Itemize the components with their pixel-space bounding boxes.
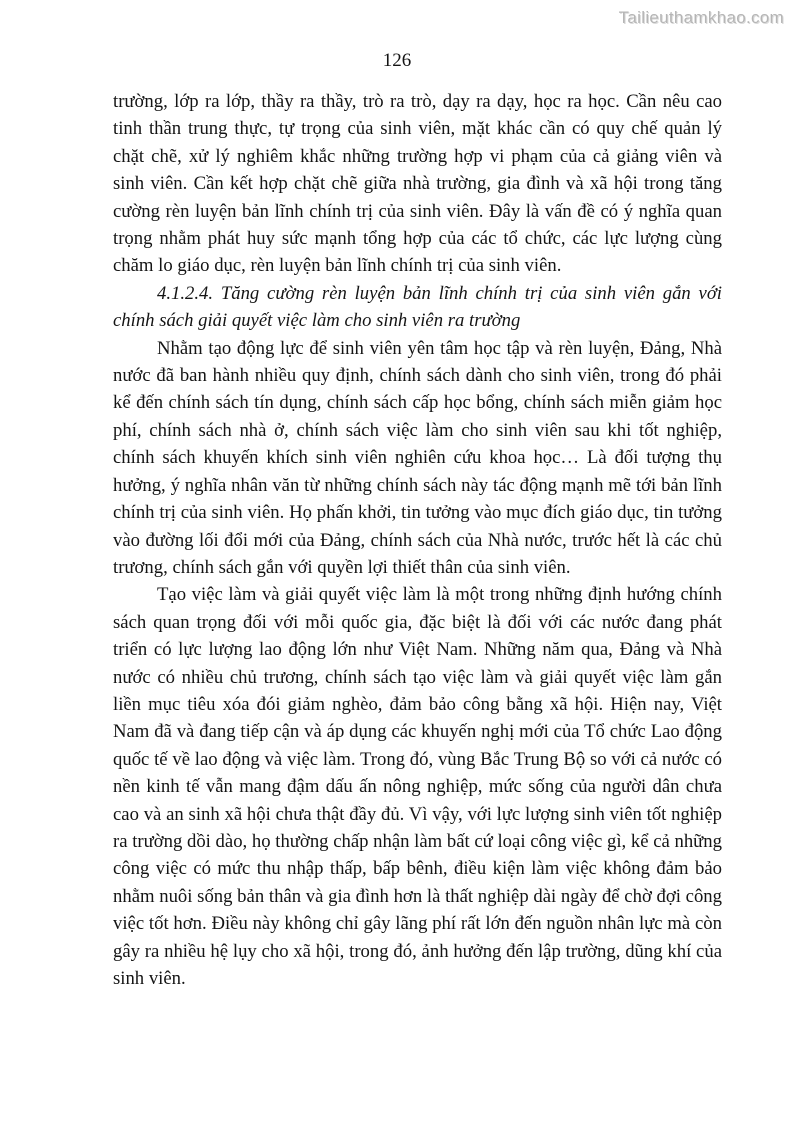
section-heading-4-1-2-4: 4.1.2.4. Tăng cường rèn luyện bản lĩnh chính trị của sinh viên gắn với chính sách giải quyết việc làm cho sinh viên ra trường <box>113 282 722 332</box>
paragraph-continuation: trường, lớp ra lớp, thầy ra thầy, trò ra trò, dạy ra dạy, học ra học. Cần nêu cao tinh thần trung thực, tự trọng của sinh viên, mặt khác cần có quy chế quản lý chặt chẽ, xử lý nghiêm khắc những trường hợp vi phạm của cả giảng viên và sinh viên. Cần kết hợp chặt chẽ giữa nhà trường, gia đình và xã hội trong tăng cường rèn luyện bản lĩnh chính trị của sinh viên. Đây là vấn đề có ý nghĩa quan trọng nhằm phát huy sức mạnh tổng hợp của các tổ chức, các lực lượng cùng chăm lo giáo dục, rèn luyện bản lĩnh chính trị của sinh viên. <box>113 91 722 277</box>
document-body <box>113 88 722 992</box>
paragraph-policy-motivation: Nhằm tạo động lực để sinh viên yên tâm học tập và rèn luyện, Đảng, Nhà nước đã ban hành nhiều quy định, chính sách dành cho sinh viên, trong đó phải kể đến chính sách tín dụng, chính sách cấp học bổng, chính sách miễn giảm học phí, chính sách nhà ở, chính sách việc làm cho sinh viên sau khi tốt nghiệp, chính sách khuyến khích sinh viên nghiên cứu khoa học… Là đối tượng thụ hưởng, ý nghĩa nhân văn từ những chính sách này tác động mạnh mẽ tới bản lĩnh chính trị của sinh viên. Họ phấn khởi, tin tưởng vào mục đích giáo dục, tin tưởng vào đường lối đổi mới của Đảng, chính sách của Nhà nước, trước hết là các chủ trương, chính sách gắn với quyền lợi thiết thân của sinh viên. <box>113 337 722 578</box>
page-number: 126 <box>382 50 412 71</box>
paragraph-employment-policy: Tạo việc làm và giải quyết việc làm là một trong những định hướng chính sách quan trọng đối với mỗi quốc gia, đặc biệt là đối với các nước đang phát triển có lực lượng lao động lớn như Việt Nam. Những năm qua, Đảng và Nhà nước có nhiều chủ trương, chính sách tạo việc làm và giải quyết việc làm gắn liền mục tiêu xóa đói giảm nghèo, đảm bảo công bằng xã hội. Hiện nay, Việt Nam đã và đang tiếp cận và áp dụng các khuyến nghị mới của Tổ chức Lao động quốc tế về lao động và việc làm. Trong đó, vùng Bắc Trung Bộ so với cả nước có nền kinh tế vẫn mang đậm dấu ấn nông nghiệp, mức sống của người dân chưa cao và an sinh xã hội chưa thật đầy đủ. Vì vậy, với lực lượng sinh viên tốt nghiệp ra trường dồi dào, họ thường chấp nhận làm bất cứ loại công việc gì, kể cả những công việc có mức thu nhập thấp, bấp bênh, điều kiện làm việc không đảm bảo nhằm nuôi sống bản thân và gia đình hơn là thất nghiệp dài ngày để chờ đợi công việc tốt hơn. Điều này không chỉ gây lãng phí rất lớn đến nguồn nhân lực mà còn gây ra nhiều hệ lụy cho xã hội, trong đó, ảnh hưởng đến lập trường, dũng khí của sinh viên. <box>113 584 722 989</box>
watermark-site-label: Tailieuthamkhao.com <box>618 8 784 27</box>
